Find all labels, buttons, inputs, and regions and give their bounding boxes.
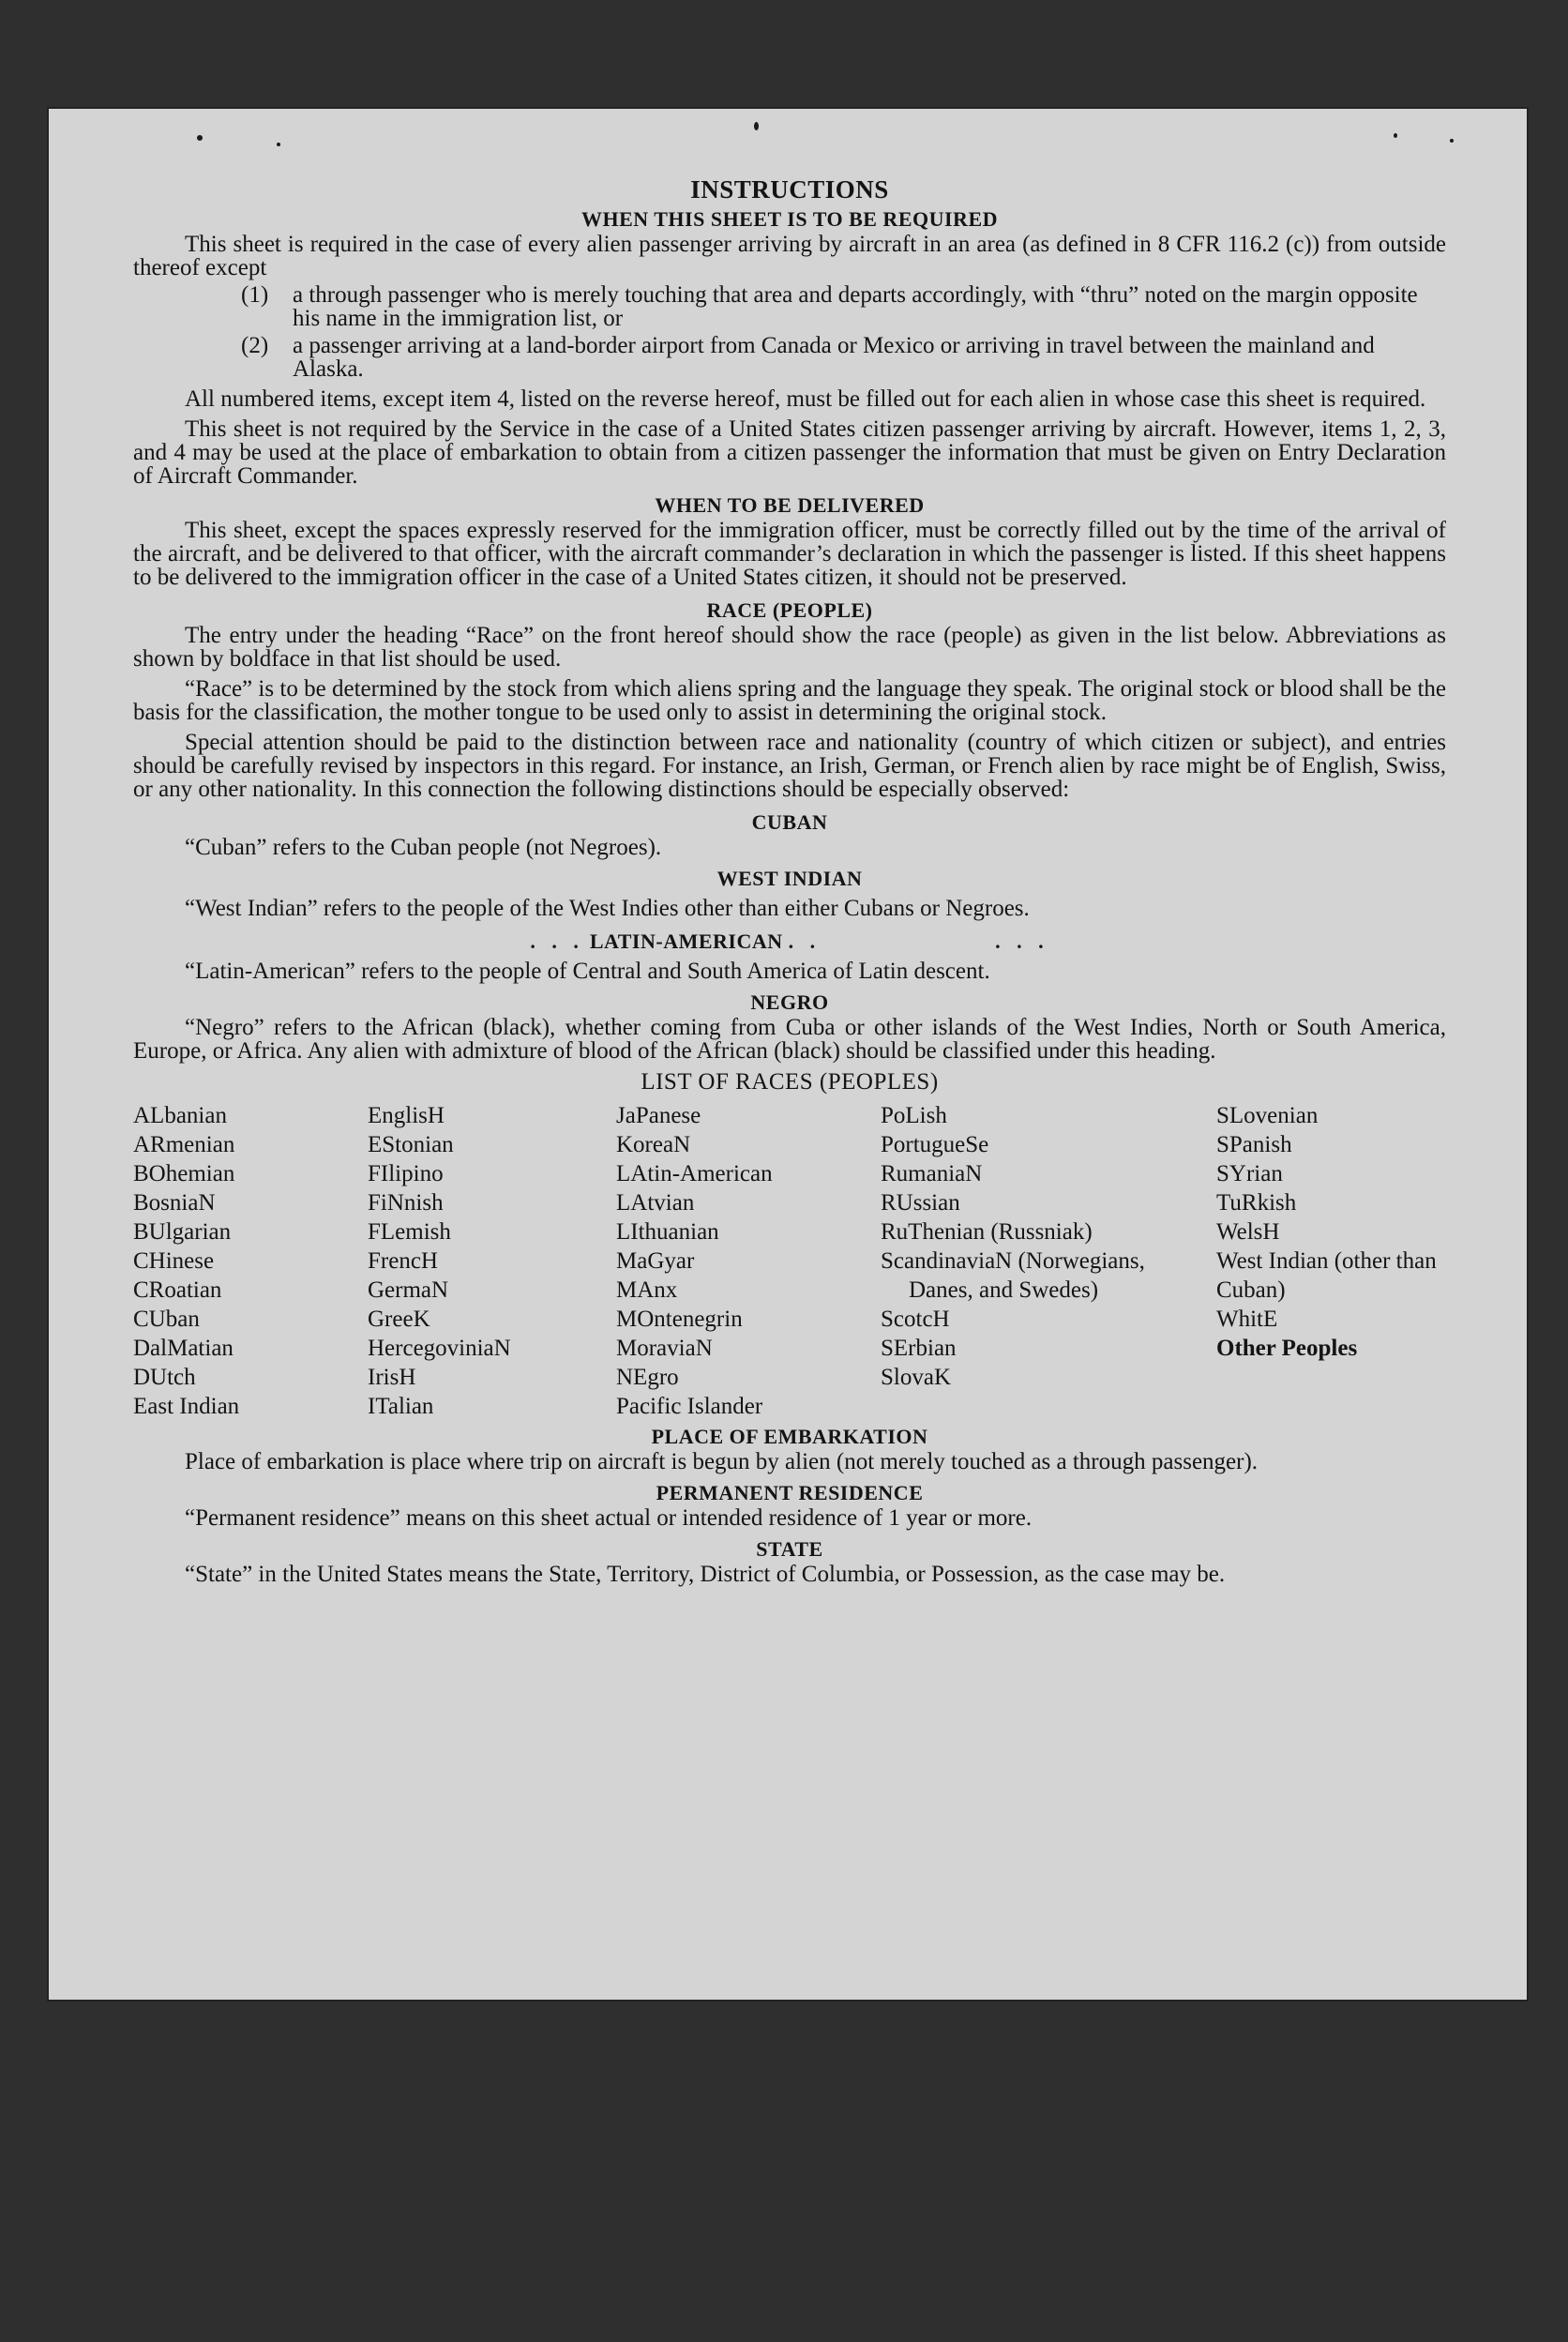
race-item: HercegoviniaN — [368, 1336, 511, 1361]
race-item: FrencH — [368, 1248, 438, 1274]
document-body — [133, 175, 1446, 1587]
list-item — [241, 283, 1446, 330]
latin-american-heading-text: LATIN-AMERICAN — [589, 929, 783, 953]
race-item: BOhemian — [133, 1161, 235, 1186]
race-item: WelsH — [1216, 1219, 1280, 1245]
races-column-2 — [368, 1101, 616, 1421]
race-item: GreeK — [368, 1307, 430, 1332]
item-number: (2) — [241, 333, 269, 358]
race-item: SLovenian — [1216, 1103, 1319, 1128]
speck — [197, 135, 203, 141]
race-item: PoLish — [881, 1103, 947, 1128]
race-item: RuThenian (Russniak) — [881, 1219, 1093, 1245]
race-item: NEgro — [616, 1365, 679, 1390]
page-title: INSTRUCTIONS — [690, 175, 889, 204]
race-item: FIlipino — [368, 1161, 444, 1186]
item-number: (1) — [241, 282, 269, 308]
race-item: SlovaK — [881, 1365, 951, 1390]
section-heading-when-required: WHEN THIS SHEET IS TO BE REQUIRED — [580, 207, 999, 231]
race-item: DalMatian — [133, 1336, 234, 1361]
race-item: JaPanese — [616, 1103, 701, 1128]
race-item: KoreaN — [616, 1132, 691, 1157]
paragraph-west-indian: “West Indian” refers to the people of the West Indies other than either Cubans or Negroes. — [185, 896, 1030, 921]
section-heading-cuban: CUBAN — [751, 810, 828, 834]
race-item: LAtin-American — [616, 1161, 773, 1186]
race-item: East Indian — [133, 1394, 240, 1419]
race-item: RUssian — [881, 1190, 960, 1216]
race-item: FiNnish — [368, 1190, 444, 1216]
race-item: TuRkish — [1216, 1190, 1297, 1216]
dots-left: . . . — [530, 929, 584, 953]
race-item: SYrian — [1216, 1161, 1283, 1186]
section-heading-state: STATE — [756, 1537, 823, 1561]
section-heading-latin-american — [133, 929, 1446, 953]
race-item: ScandinaviaN (Norwegians, Danes, and Swedes) — [881, 1248, 1145, 1303]
race-item: IrisH — [368, 1365, 416, 1390]
race-item: WhitE — [1216, 1307, 1278, 1332]
paragraph-latin-american: “Latin-American” refers to the people of Central and South America of Latin descent. — [185, 959, 990, 984]
paragraph-race-entry: The entry under the heading “Race” on the front hereof should show the race (people) as given in the list below. Abbreviations as shown by boldface in that list should be used. — [133, 623, 1446, 672]
dots-right: . . . — [995, 929, 1049, 953]
paragraph-numbered-items: All numbered items, except item 4, listed on the reverse hereof, must be filled out for each alien in whose case this sheet is required. — [185, 386, 1426, 412]
races-column-3 — [616, 1101, 881, 1421]
speck — [277, 143, 280, 146]
race-item: BosniaN — [133, 1190, 216, 1216]
race-item: Pacific Islander — [616, 1394, 763, 1419]
races-table — [133, 1101, 1446, 1421]
race-item: ALbanian — [133, 1103, 227, 1128]
section-heading-race: RACE (PEOPLE) — [706, 598, 873, 622]
paragraph-negro: “Negro” refers to the African (black), whether coming from Cuba or other islands of the West Indies, North or South America, Europe, or Africa. Any alien with admixture of blood of the African (black) should be classified under this heading. — [133, 1015, 1446, 1064]
instruction-sheet — [47, 107, 1529, 2002]
race-item: ITalian — [368, 1394, 434, 1419]
paragraph-delivery: This sheet, except the spaces expressly reserved for the immigration officer, must be correctly filled out by the time of the arrival of the aircraft, and be delivered to that officer, with the aircraft commander’s declaration in which the passenger is listed. If this sheet happens to be delivered to the immigration officer in the case of a United States citizen, it should not be preserved. — [133, 518, 1446, 590]
race-item: EStonian — [368, 1132, 454, 1157]
race-item: ScotcH — [881, 1307, 950, 1332]
race-item: MAnx — [616, 1277, 678, 1303]
paragraph-required-intro: This sheet is required in the case of every alien passenger arriving by aircraft in an area (as defined in 8 CFR 116.2 (c)) from outside thereof except — [133, 232, 1446, 280]
race-item: SErbian — [881, 1336, 957, 1361]
race-item: LAtvian — [616, 1190, 695, 1216]
race-item: West Indian (other than Cuban) — [1216, 1248, 1437, 1303]
race-item: FLemish — [368, 1219, 451, 1245]
race-item: SPanish — [1216, 1132, 1292, 1157]
item-text: a passenger arriving at a land-border airport from Canada or Mexico or arriving in travel between the mainland and Alaska. — [293, 333, 1375, 382]
speck — [1394, 133, 1397, 138]
item-text: a through passenger who is merely touching that area and departs accordingly, with “thru” noted on the margin opposite his name in the immigration list, or — [293, 282, 1418, 331]
race-item: Other Peoples — [1216, 1336, 1358, 1361]
race-item: BUlgarian — [133, 1219, 232, 1245]
race-item: PortugueSe — [881, 1132, 989, 1157]
dots-mid: . . — [788, 929, 822, 953]
race-item: CUban — [133, 1307, 200, 1332]
speck — [754, 122, 759, 130]
race-item: RumaniaN — [881, 1161, 983, 1186]
paragraph-permanent-residence: “Permanent residence” means on this sheet actual or intended residence of 1 year or more. — [185, 1505, 1033, 1531]
race-item: EnglisH — [368, 1103, 445, 1128]
race-item: CRoatian — [133, 1277, 222, 1303]
speck — [1450, 139, 1454, 143]
race-item: DUtch — [133, 1365, 196, 1390]
race-item: MOntenegrin — [616, 1307, 743, 1332]
paragraph-race-nationality: Special attention should be paid to the distinction between race and nationality (country of which citizen or subject), and entries should be carefully revised by inspectors in this regard. For instance, an Irish, German, or French alien by race might be of English, Swiss, or any other nationality. In this connection the following distinctions should be especially observed: — [133, 730, 1446, 802]
list-item — [241, 334, 1446, 381]
race-item: MoraviaN — [616, 1336, 713, 1361]
races-column-4 — [881, 1101, 1216, 1421]
paragraph-state: “State” in the United States means the State, Territory, District of Columbia, or Possession, as the case may be. — [185, 1562, 1226, 1587]
race-item: GermaN — [368, 1277, 449, 1303]
race-item: CHinese — [133, 1248, 215, 1274]
race-item: ARmenian — [133, 1132, 235, 1157]
race-item: LIthuanian — [616, 1219, 719, 1245]
section-heading-negro: NEGRO — [750, 990, 829, 1014]
section-heading-list-of-races: LIST OF RACES (PEOPLES) — [641, 1069, 939, 1095]
paragraph-place-of-embarkation: Place of embarkation is place where trip on aircraft is begun by alien (not merely touched as a through passenger). — [185, 1449, 1259, 1474]
section-heading-west-indian: WEST INDIAN — [716, 867, 863, 890]
race-item: MaGyar — [616, 1248, 695, 1274]
section-heading-permanent-residence: PERMANENT RESIDENCE — [656, 1481, 924, 1504]
paragraph-citizen-passenger: This sheet is not required by the Service in the case of a United States citizen passenger arriving by aircraft. However, items 1, 2, 3, and 4 may be used at the place of embarkation to obtain from a citizen passenger the information that must be given on Entry Declaration of Aircraft Commander. — [133, 416, 1446, 489]
races-column-5 — [1216, 1101, 1446, 1421]
section-heading-place-of-embarkation: PLACE OF EMBARKATION — [651, 1425, 928, 1448]
section-heading-when-delivered: WHEN TO BE DELIVERED — [655, 493, 925, 517]
paragraph-race-definition: “Race” is to be determined by the stock from which aliens spring and the language they speak. The original stock or blood shall be the basis for the classification, the mother tongue to be used only to assist in determining the original stock. — [133, 676, 1446, 725]
paragraph-cuban: “Cuban” refers to the Cuban people (not Negroes). — [185, 835, 662, 860]
races-column-1 — [133, 1101, 368, 1421]
